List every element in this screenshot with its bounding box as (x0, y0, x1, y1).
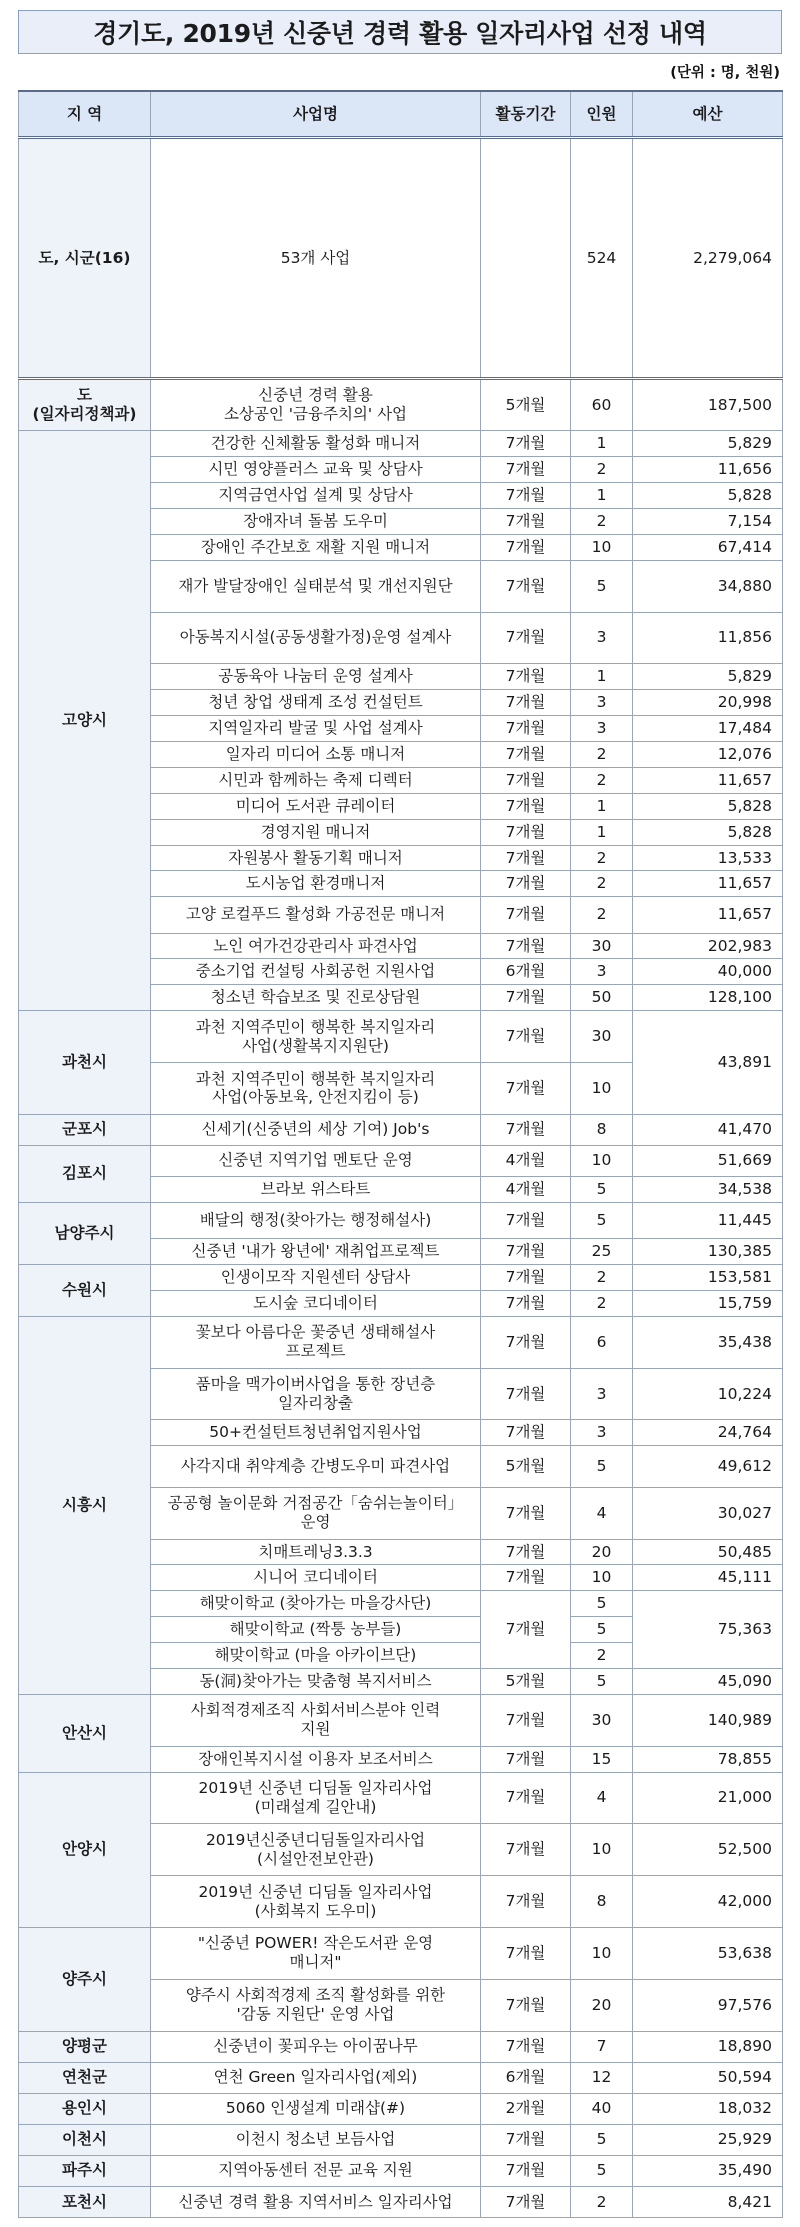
budget-cell: 15,759 (633, 1290, 783, 1316)
table-row (19, 1145, 783, 1176)
project-name: 장애인 주간보호 재활 지원 매니저 (151, 534, 481, 560)
table-body (19, 138, 783, 2218)
period-cell: 7개월 (481, 1746, 571, 1772)
people-cell: 3 (571, 612, 633, 664)
people-cell: 10 (571, 1145, 633, 1176)
period-cell: 7개월 (481, 897, 571, 933)
people-cell: 5 (571, 2155, 633, 2186)
project-name: 브라보 위스타트 (151, 1176, 481, 1202)
project-name: 신세기(신중년의 세상 기여) Job's (151, 1114, 481, 1145)
project-name: 지역일자리 발굴 및 사업 설계사 (151, 716, 481, 742)
summary-row (19, 138, 783, 379)
period-cell: 7개월 (481, 690, 571, 716)
project-name: 건강한 신체활동 활성화 매니저 (151, 431, 481, 457)
region-cell: 도 (일자리정책과) (19, 379, 151, 431)
people-cell: 30 (571, 1011, 633, 1063)
region-cell: 안양시 (19, 1772, 151, 1927)
period-cell: 7개월 (481, 1290, 571, 1316)
project-name: 중소기업 컨설팅 사회공헌 지원사업 (151, 959, 481, 985)
people-cell: 15 (571, 1746, 633, 1772)
project-table (18, 90, 783, 2218)
project-name: 시민과 함께하는 축제 디렉터 (151, 767, 481, 793)
project-name: 신중년 지역기업 멘토단 운영 (151, 1145, 481, 1176)
project-name: 신중년이 꽃피우는 아이꿈나무 (151, 2031, 481, 2062)
project-name: 도시농업 환경매니저 (151, 871, 481, 897)
people-cell: 3 (571, 1368, 633, 1420)
table-row (19, 1316, 783, 1368)
people-cell: 8 (571, 1114, 633, 1145)
budget-cell: 78,855 (633, 1746, 783, 1772)
people-cell: 20 (571, 1539, 633, 1565)
budget-cell: 35,438 (633, 1316, 783, 1368)
region-cell: 시흥시 (19, 1316, 151, 1694)
budget-cell: 53,638 (633, 1927, 783, 1979)
table-row (19, 1772, 783, 1824)
period-cell: 7개월 (481, 1239, 571, 1265)
period-cell: 7개월 (481, 1063, 571, 1115)
budget-cell: 35,490 (633, 2155, 783, 2186)
region-cell: 양주시 (19, 1927, 151, 2031)
budget-cell: 11,657 (633, 871, 783, 897)
table-row (19, 1202, 783, 1238)
project-name: 청년 창업 생태계 조성 컨설턴트 (151, 690, 481, 716)
project-name: 동(洞)찾아가는 맞춤형 복지서비스 (151, 1668, 481, 1694)
table-row (19, 2062, 783, 2093)
people-cell: 1 (571, 793, 633, 819)
budget-cell: 34,538 (633, 1176, 783, 1202)
budget-cell: 41,470 (633, 1114, 783, 1145)
period-cell: 5개월 (481, 1446, 571, 1487)
budget-cell: 5,828 (633, 483, 783, 509)
period-cell: 7개월 (481, 871, 571, 897)
summary-budget: 2,279,064 (633, 138, 783, 379)
project-name: 지역금연사업 설계 및 상담사 (151, 483, 481, 509)
period-cell: 7개월 (481, 457, 571, 483)
region-cell: 파주시 (19, 2155, 151, 2186)
header-budget: 예산 (633, 91, 783, 138)
budget-cell: 18,032 (633, 2093, 783, 2124)
region-cell: 김포시 (19, 1145, 151, 1202)
header-region: 지 역 (19, 91, 151, 138)
period-cell: 7개월 (481, 1114, 571, 1145)
project-name: 사각지대 취약계층 간병도우미 파견사업 (151, 1446, 481, 1487)
people-cell: 2 (571, 508, 633, 534)
people-cell: 1 (571, 819, 633, 845)
people-cell: 5 (571, 1446, 633, 1487)
period-cell: 7개월 (481, 2031, 571, 2062)
region-cell: 군포시 (19, 1114, 151, 1145)
budget-cell: 5,829 (633, 431, 783, 457)
people-cell: 3 (571, 690, 633, 716)
period-cell: 7개월 (481, 716, 571, 742)
period-cell: 6개월 (481, 2062, 571, 2093)
period-cell: 7개월 (481, 1927, 571, 1979)
project-name: 자원봉사 활동기획 매니저 (151, 845, 481, 871)
people-cell: 12 (571, 2062, 633, 2093)
people-cell: 30 (571, 933, 633, 959)
period-cell: 7개월 (481, 985, 571, 1011)
budget-cell: 5,829 (633, 664, 783, 690)
people-cell: 2 (571, 1290, 633, 1316)
people-cell: 3 (571, 1420, 633, 1446)
project-name: 품마을 맥가이버사업을 통한 장년층 일자리창출 (151, 1368, 481, 1420)
budget-cell: 17,484 (633, 716, 783, 742)
budget-cell: 42,000 (633, 1876, 783, 1928)
people-cell: 3 (571, 959, 633, 985)
project-name: 미디어 도서관 큐레이터 (151, 793, 481, 819)
budget-cell: 11,656 (633, 457, 783, 483)
people-cell: 1 (571, 483, 633, 509)
budget-cell: 187,500 (633, 379, 783, 431)
project-name: 꽃보다 아름다운 꽃중년 생태해설사 프로젝트 (151, 1316, 481, 1368)
table-row (19, 2031, 783, 2062)
budget-cell: 153,581 (633, 1265, 783, 1291)
project-name: 일자리 미디어 소통 매니저 (151, 741, 481, 767)
period-cell: 4개월 (481, 1176, 571, 1202)
budget-cell: 13,533 (633, 845, 783, 871)
project-name: 5060 인생설계 미래샵(#) (151, 2093, 481, 2124)
people-cell: 10 (571, 1565, 633, 1591)
region-cell: 안산시 (19, 1694, 151, 1772)
people-cell: 2 (571, 1643, 633, 1669)
period-cell: 7개월 (481, 1539, 571, 1565)
project-name: 과천 지역주민이 행복한 복지일자리 사업(생활복지지원단) (151, 1011, 481, 1063)
people-cell: 2 (571, 767, 633, 793)
project-name: 고양 로컬푸드 활성화 가공전문 매니저 (151, 897, 481, 933)
people-cell: 40 (571, 2093, 633, 2124)
project-name: 2019년 신중년 디딤돌 일자리사업 (사회복지 도우미) (151, 1876, 481, 1928)
project-name: 해맞이학교 (마을 아카이브단) (151, 1643, 481, 1669)
budget-cell: 7,154 (633, 508, 783, 534)
people-cell: 2 (571, 871, 633, 897)
people-cell: 5 (571, 1202, 633, 1238)
project-name: 해맞이학교 (찾아가는 마을강사단) (151, 1591, 481, 1617)
period-cell: 7개월 (481, 1368, 571, 1420)
table-row (19, 1011, 783, 1063)
people-cell: 25 (571, 1239, 633, 1265)
budget-cell: 8,421 (633, 2186, 783, 2217)
project-name: "신중년 POWER! 작은도서관 운영 매니저" (151, 1927, 481, 1979)
region-cell: 이천시 (19, 2124, 151, 2155)
period-cell: 7개월 (481, 508, 571, 534)
budget-cell: 67,414 (633, 534, 783, 560)
period-cell: 7개월 (481, 1420, 571, 1446)
people-cell: 2 (571, 457, 633, 483)
table-row (19, 1114, 783, 1145)
budget-cell: 11,856 (633, 612, 783, 664)
page-title: 경기도, 2019년 신중년 경력 활용 일자리사업 선정 내역 (18, 10, 782, 54)
period-cell: 7개월 (481, 1565, 571, 1591)
period-cell: 7개월 (481, 819, 571, 845)
people-cell: 20 (571, 1979, 633, 2031)
table-row (19, 2186, 783, 2217)
table-row (19, 1694, 783, 1746)
people-cell: 1 (571, 664, 633, 690)
people-cell: 5 (571, 560, 633, 612)
period-cell: 5개월 (481, 1668, 571, 1694)
header-project: 사업명 (151, 91, 481, 138)
project-name: 과천 지역주민이 행복한 복지일자리 사업(아동보육, 안전지킴이 등) (151, 1063, 481, 1115)
period-cell: 7개월 (481, 534, 571, 560)
people-cell: 5 (571, 1176, 633, 1202)
period-cell: 7개월 (481, 1824, 571, 1876)
budget-cell: 11,657 (633, 767, 783, 793)
people-cell: 7 (571, 2031, 633, 2062)
period-cell: 7개월 (481, 1876, 571, 1928)
table-row (19, 2093, 783, 2124)
budget-cell: 130,385 (633, 1239, 783, 1265)
period-cell: 7개월 (481, 1591, 571, 1669)
period-cell: 7개월 (481, 612, 571, 664)
budget-cell: 45,090 (633, 1668, 783, 1694)
project-name: 사회적경제조직 사회서비스분야 인력 지원 (151, 1694, 481, 1746)
people-cell: 50 (571, 985, 633, 1011)
budget-cell: 128,100 (633, 985, 783, 1011)
budget-cell: 43,891 (633, 1011, 783, 1115)
table-row (19, 431, 783, 457)
project-name: 인생이모작 지원센터 상담사 (151, 1265, 481, 1291)
budget-cell: 11,445 (633, 1202, 783, 1238)
region-cell: 용인시 (19, 2093, 151, 2124)
people-cell: 10 (571, 1927, 633, 1979)
project-name: 시민 영양플러스 교육 및 상담사 (151, 457, 481, 483)
budget-cell: 30,027 (633, 1487, 783, 1539)
period-cell: 7개월 (481, 741, 571, 767)
budget-cell: 5,828 (633, 793, 783, 819)
period-cell: 7개월 (481, 483, 571, 509)
project-name: 아동복지시설(공동생활가정)운영 설계사 (151, 612, 481, 664)
project-name: 노인 여가건강관리사 파견사업 (151, 933, 481, 959)
budget-cell: 140,989 (633, 1694, 783, 1746)
project-name: 시니어 코디네이터 (151, 1565, 481, 1591)
budget-cell: 50,594 (633, 2062, 783, 2093)
people-cell: 30 (571, 1694, 633, 1746)
budget-cell: 40,000 (633, 959, 783, 985)
budget-cell: 25,929 (633, 2124, 783, 2155)
people-cell: 60 (571, 379, 633, 431)
budget-cell: 97,576 (633, 1979, 783, 2031)
period-cell: 6개월 (481, 959, 571, 985)
budget-cell: 20,998 (633, 690, 783, 716)
period-cell: 7개월 (481, 1979, 571, 2031)
project-name: 해맞이학교 (짝퉁 농부들) (151, 1617, 481, 1643)
project-name: 2019년신중년디딤돌일자리사업 (시설안전보안관) (151, 1824, 481, 1876)
period-cell: 7개월 (481, 2124, 571, 2155)
people-cell: 2 (571, 1265, 633, 1291)
people-cell: 2 (571, 897, 633, 933)
budget-cell: 18,890 (633, 2031, 783, 2062)
table-row (19, 379, 783, 431)
summary-people: 524 (571, 138, 633, 379)
period-cell: 7개월 (481, 1316, 571, 1368)
project-name: 양주시 사회적경제 조직 활성화를 위한 '감동 지원단' 운영 사업 (151, 1979, 481, 2031)
region-cell: 연천군 (19, 2062, 151, 2093)
summary-project: 53개 사업 (151, 138, 481, 379)
project-name: 경영지원 매니저 (151, 819, 481, 845)
budget-cell: 11,657 (633, 897, 783, 933)
period-cell: 7개월 (481, 845, 571, 871)
people-cell: 8 (571, 1876, 633, 1928)
budget-cell: 45,111 (633, 1565, 783, 1591)
people-cell: 2 (571, 741, 633, 767)
project-name: 재가 발달장애인 실태분석 및 개선지원단 (151, 560, 481, 612)
budget-cell: 24,764 (633, 1420, 783, 1446)
budget-cell: 21,000 (633, 1772, 783, 1824)
project-name: 지역아동센터 전문 교육 지원 (151, 2155, 481, 2186)
project-name: 50+컨설턴트청년취업지원사업 (151, 1420, 481, 1446)
people-cell: 10 (571, 1063, 633, 1115)
header-people: 인원 (571, 91, 633, 138)
project-name: 신중년 '내가 왕년에' 재취업프로젝트 (151, 1239, 481, 1265)
people-cell: 5 (571, 1668, 633, 1694)
region-cell: 포천시 (19, 2186, 151, 2217)
period-cell: 7개월 (481, 431, 571, 457)
project-name: 이천시 청소년 보듬사업 (151, 2124, 481, 2155)
region-cell: 과천시 (19, 1011, 151, 1115)
project-name: 도시숲 코디네이터 (151, 1290, 481, 1316)
period-cell: 5개월 (481, 379, 571, 431)
header-period: 활동기간 (481, 91, 571, 138)
period-cell: 7개월 (481, 767, 571, 793)
project-name: 신중년 경력 활용 소상공인 '금융주치의' 사업 (151, 379, 481, 431)
period-cell: 7개월 (481, 2186, 571, 2217)
table-row (19, 2155, 783, 2186)
period-cell: 4개월 (481, 1145, 571, 1176)
people-cell: 1 (571, 431, 633, 457)
budget-cell: 51,669 (633, 1145, 783, 1176)
project-name: 신중년 경력 활용 지역서비스 일자리사업 (151, 2186, 481, 2217)
people-cell: 5 (571, 2124, 633, 2155)
region-cell: 남양주시 (19, 1202, 151, 1264)
period-cell: 7개월 (481, 1265, 571, 1291)
table-row (19, 2124, 783, 2155)
project-name: 공동육아 나눔터 운영 설계사 (151, 664, 481, 690)
project-name: 장애자녀 돌봄 도우미 (151, 508, 481, 534)
people-cell: 4 (571, 1772, 633, 1824)
people-cell: 2 (571, 2186, 633, 2217)
budget-cell: 10,224 (633, 1368, 783, 1420)
period-cell: 7개월 (481, 1772, 571, 1824)
people-cell: 10 (571, 1824, 633, 1876)
project-name: 청소년 학습보조 및 진로상담원 (151, 985, 481, 1011)
table-row (19, 1265, 783, 1291)
budget-cell: 52,500 (633, 1824, 783, 1876)
region-cell: 양평군 (19, 2031, 151, 2062)
period-cell: 7개월 (481, 1487, 571, 1539)
people-cell: 6 (571, 1316, 633, 1368)
project-name: 2019년 신중년 디딤돌 일자리사업 (미래설계 길안내) (151, 1772, 481, 1824)
people-cell: 5 (571, 1591, 633, 1617)
budget-cell: 5,828 (633, 819, 783, 845)
project-name: 장애인복지시설 이용자 보조서비스 (151, 1746, 481, 1772)
period-cell: 2개월 (481, 2093, 571, 2124)
region-cell: 고양시 (19, 431, 151, 1011)
period-cell: 7개월 (481, 2155, 571, 2186)
budget-cell: 50,485 (633, 1539, 783, 1565)
period-cell: 7개월 (481, 933, 571, 959)
period-cell: 7개월 (481, 560, 571, 612)
period-cell: 7개월 (481, 664, 571, 690)
project-name: 치매트레닝3.3.3 (151, 1539, 481, 1565)
people-cell: 5 (571, 1617, 633, 1643)
summary-period (481, 138, 571, 379)
budget-cell: 12,076 (633, 741, 783, 767)
people-cell: 4 (571, 1487, 633, 1539)
table-row (19, 1927, 783, 1979)
region-cell: 수원시 (19, 1265, 151, 1317)
project-name: 연천 Green 일자리사업(제외) (151, 2062, 481, 2093)
period-cell: 7개월 (481, 1202, 571, 1238)
period-cell: 7개월 (481, 793, 571, 819)
summary-region: 도, 시군(16) (19, 138, 151, 379)
budget-cell: 34,880 (633, 560, 783, 612)
people-cell: 10 (571, 534, 633, 560)
project-name: 공공형 놀이문화 거점공간「숨쉬는놀이터」 운영 (151, 1487, 481, 1539)
budget-cell: 202,983 (633, 933, 783, 959)
unit-label: (단위 : 명, 천원) (670, 65, 780, 81)
people-cell: 2 (571, 845, 633, 871)
people-cell: 3 (571, 716, 633, 742)
budget-cell: 75,363 (633, 1591, 783, 1669)
budget-cell: 49,612 (633, 1446, 783, 1487)
period-cell: 7개월 (481, 1694, 571, 1746)
header-row (19, 91, 783, 138)
project-name: 배달의 행정(찾아가는 행정해설사) (151, 1202, 481, 1238)
period-cell: 7개월 (481, 1011, 571, 1063)
